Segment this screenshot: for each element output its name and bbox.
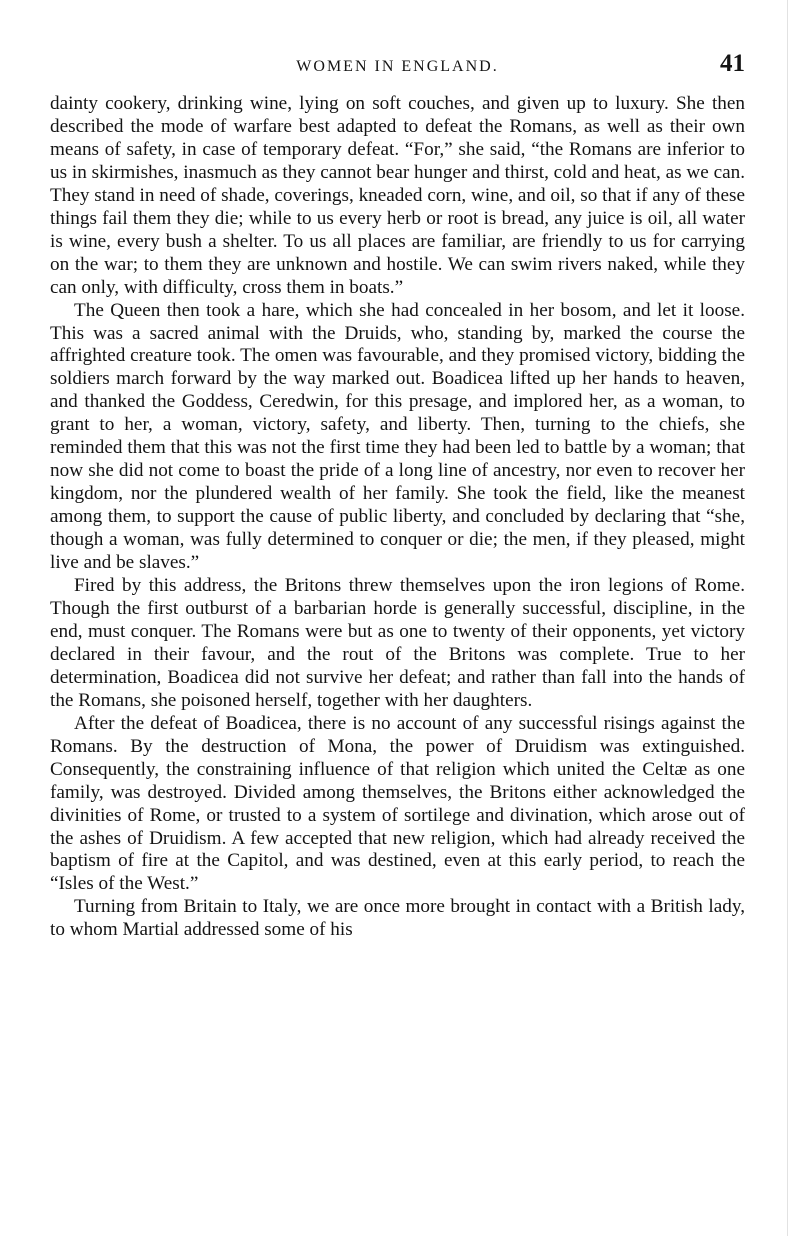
page-edge-line — [787, 0, 788, 1236]
paragraph-queen-hare: The Queen then took a hare, which she had concealed in her bosom, and let it loose. This was a sacred animal with the Druids, who, standing by, marked the course the affrighted creature took. The omen was favourable, and they promised victory, bidding the soldiers march forward by the way marked out. Boadicea lifted up her hands to heaven, and thanked the Goddess, Ceredwin, for this presage, and implored her, as a woman, to grant to her, a woman, victory, safety, and liberty. Then, turning to the chiefs, she reminded them that this was not the first time they had been led to battle by a woman; that now she did not come to boast the pride of a long line of ancestry, nor even to recover her kingdom, nor the plundered wealth of her family. She took the field, like the meanest among them, to support the cause of public liberty, and concluded by declaring that “she, though a woman, was fully determined to conquer or die; the men, if they pleased, might live and be slaves.” — [50, 299, 745, 574]
running-title: WOMEN IN ENGLAND. — [296, 58, 499, 75]
body-text — [50, 93, 745, 942]
page-number: 41 — [720, 50, 745, 77]
paragraph-britons-rome: Fired by this address, the Britons threw themselves upon the iron legions of Rome. Though the first outburst of a barbarian horde is generally successful, discipline, in the end, must conquer. The Romans were but as one to twenty of their opponents, yet victory declared in their favour, and the rout of the Britons was complete. True to her determination, Boadicea did not survive her defeat; and rather than fall into the hands of the Romans, she poisoned herself, together with her daughters. — [50, 575, 745, 711]
page-header — [50, 50, 745, 82]
paragraph-after-defeat: After the defeat of Boadicea, there is no account of any successful risings against the Romans. By the destruction of Mona, the power of Druidism was extinguished. Consequently, the constraining influence of that religion which united the Celtæ as one family, was destroyed. Divided among themselves, the Britons either acknowledged the divinities of Rome, or trusted to a system of sortilege and divination, which arose out of the ashes of Druidism. A few accepted that new religion, which had already received the baptism of fire at the Capitol, and was destined, even at this early period, to reach the “Isles of the West.” — [50, 712, 745, 895]
paragraph-continuation: dainty cookery, drinking wine, lying on soft couches, and given up to luxury. She then described the mode of warfare best adapted to defeat the Romans, as well as their own means of safety, in case of temporary defeat. “For,” she said, “the Romans are inferior to us in skirmishes, inasmuch as they cannot bear hunger and thirst, cold and heat, as we can. They stand in need of shade, coverings, kneaded corn, wine, and oil, so that if any of these things fail them they die; while to us every herb or root is bread, any juice is oil, all water is wine, every bush a shelter. To us all places are familiar, are friendly to us for carrying on the war; to them they are unknown and hostile. We can swim rivers naked, while they can only, with difficulty, cross them in boats.” — [50, 93, 745, 298]
paragraph-britain-italy: Turning from Britain to Italy, we are once more brought in contact with a British lady, to whom Martial addressed some of his — [50, 896, 745, 941]
